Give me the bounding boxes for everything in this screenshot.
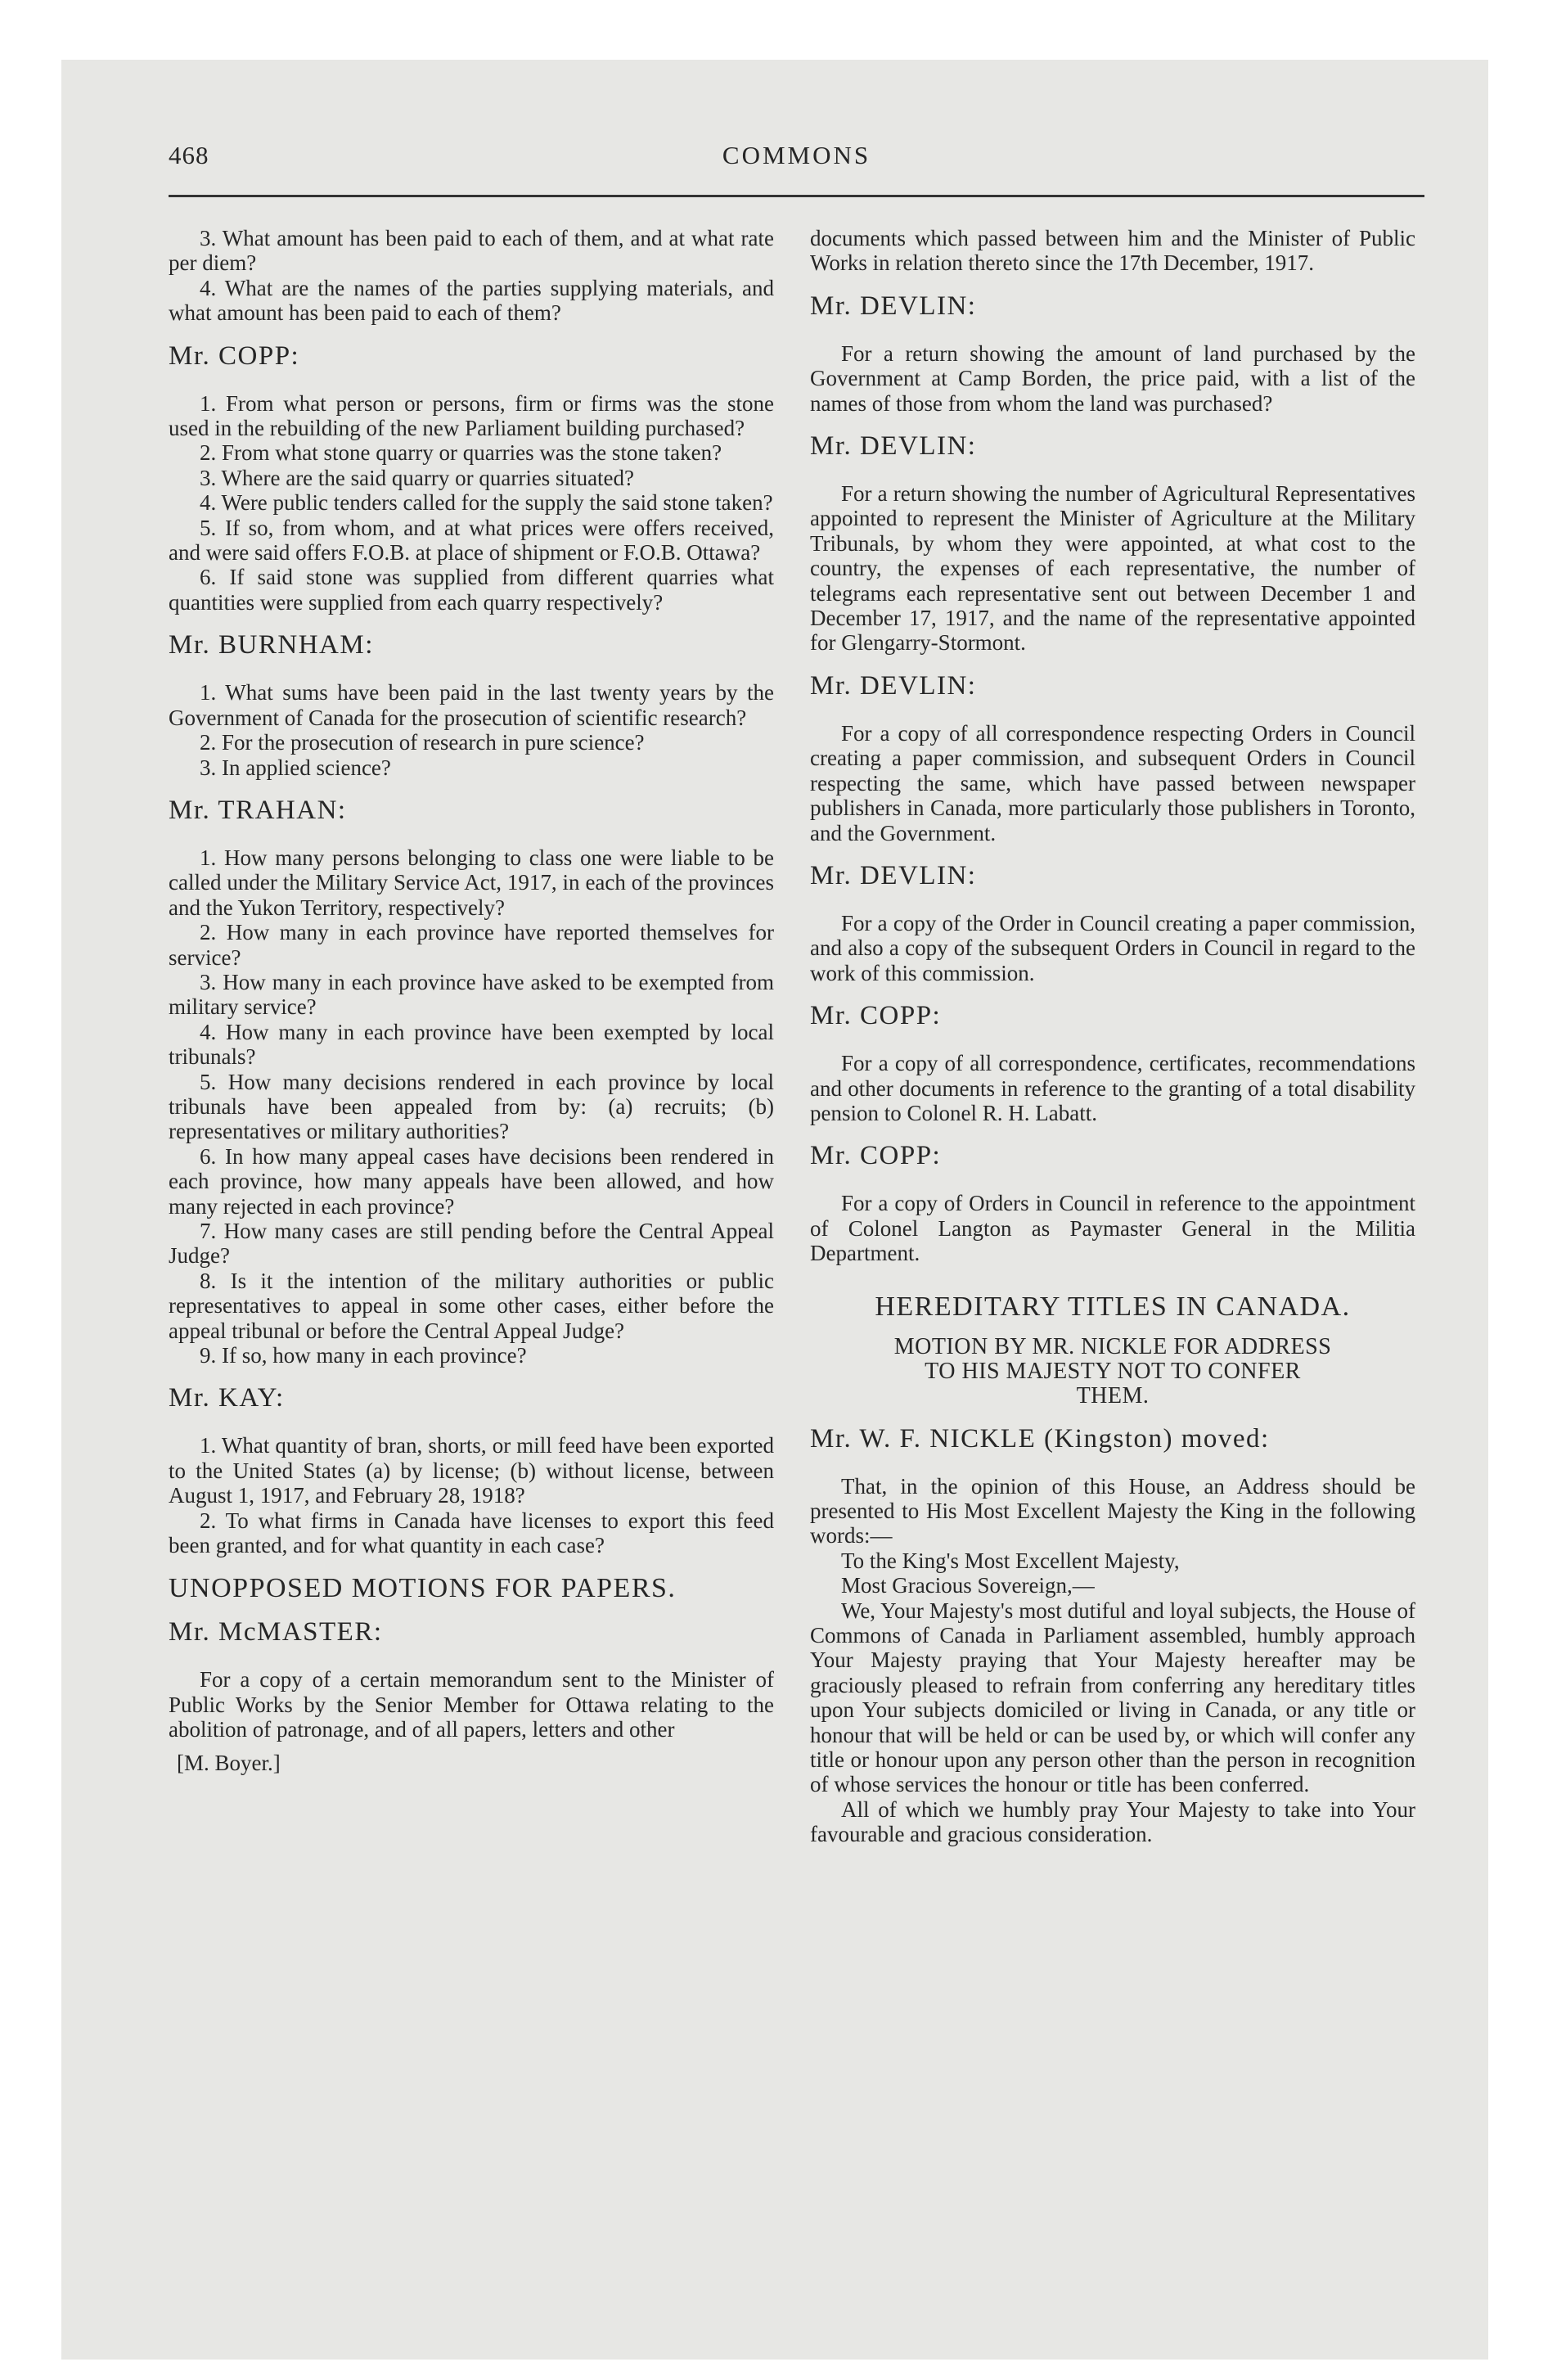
running-head bbox=[169, 141, 1424, 182]
question: 6. If said stone was supplied from different quarries what quantities were supplied from each quarry respectively? bbox=[169, 565, 774, 615]
motion-text: For a copy of the Order in Council creating a paper commission, and also a copy of the subsequent Orders in Council in regard to the work of this commission. bbox=[810, 910, 1415, 985]
speaker-name: Mr. COPP: bbox=[169, 340, 300, 371]
running-title: COMMONS bbox=[722, 141, 871, 169]
subheading-line: THEM. bbox=[1076, 1382, 1150, 1409]
question: 3. In applied science? bbox=[200, 755, 391, 780]
question: 7. How many cases are still pending before the Central Appeal Judge? bbox=[169, 1219, 774, 1269]
motion-subheading bbox=[810, 1335, 1415, 1409]
page-number: 468 bbox=[169, 141, 209, 169]
speaker-name: Mr. DEVLIN: bbox=[810, 291, 977, 321]
left-column bbox=[169, 226, 774, 1775]
question: 9. If so, how many in each province? bbox=[200, 1343, 527, 1368]
question: 4. Were public tenders called for the supply the said stone taken? bbox=[200, 490, 773, 516]
motion-text: For a copy of Orders in Council in reference to the appointment of Colonel Langton as Paymaster General in the Militia Department. bbox=[810, 1191, 1415, 1266]
section-heading-unopposed-motions: UNOPPOSED MOTIONS FOR PAPERS. bbox=[169, 1573, 677, 1604]
right-column bbox=[810, 226, 1415, 1847]
question: 3. What amount has been paid to each of them, and at what rate per diem? bbox=[169, 226, 774, 276]
question: 3. How many in each province have asked to be exempted from military service? bbox=[169, 969, 774, 1020]
speaker-name: Mr. DEVLIN: bbox=[810, 670, 977, 701]
question: 6. In how many appeal cases have decisions been rendered in each province, how many appeals have been allowed, and how many rejected in each province? bbox=[169, 1143, 774, 1219]
question: 5. How many decisions rendered in each province by local tribunals have been appealed from by: (a) recruits; (b) representatives or military authorities? bbox=[169, 1069, 774, 1144]
page-signature: [M. Boyer.] bbox=[177, 1750, 281, 1775]
question: 2. To what firms in Canada have licenses to export this feed been granted, and for what quantity in each case? bbox=[169, 1508, 774, 1558]
address-text: We, Your Majesty's most dutiful and loyal subjects, the House of Commons of Canada in Parliament assembled, humbly approach Your Majesty praying that Your Majesty hereafter may be graciously pleased to refrain from conferring any hereditary titles upon Your subjects domiciled or living in Canada, or any title or honour that will be held or can be used by, or which will confer any title or honour upon any person other than the person in recognition of whose services the honour or title has been conferred. bbox=[810, 1598, 1415, 1797]
speaker-name: Mr. DEVLIN: bbox=[810, 860, 977, 890]
motion-text: For a return showing the number of Agricultural Representatives appointed to represent the Minister of Agriculture at the Military Tribunals, by whom they were appointed, at what cost to the country, the expenses of each representative, the number of telegrams each representative sent out between December 1 and December 17, 1917, and the name of the representative appointed for Glengarry-Stormont. bbox=[810, 481, 1415, 656]
question: 8. Is it the intention of the military authorities or public representatives to appeal in some other cases, either before the appeal tribunal or before the Central Appeal Judge? bbox=[169, 1268, 774, 1343]
motion-text: For a copy of all correspondence respecting Orders in Council creating a paper commission, and subsequent Orders in Council respecting the same, which have passed between newspaper publishers in Canada, more particularly those publishers in Toronto, and the Government. bbox=[810, 720, 1415, 845]
question: 2. From what stone quarry or quarries was the stone taken? bbox=[200, 440, 722, 466]
address-text: All of which we humbly pray Your Majesty to take into Your favourable and gracious consideration. bbox=[810, 1796, 1415, 1847]
question: 1. What sums have been paid in the last twenty years by the Government of Canada for the prosecution of scientific research? bbox=[169, 680, 774, 730]
speaker-name: Mr. KAY: bbox=[169, 1383, 285, 1413]
motion-text: For a copy of a certain memorandum sent to the Minister of Public Works by the Senior Member for Ottawa relating to the abolition of patronage, and of all papers, letters and other bbox=[169, 1667, 774, 1742]
subheading-line: TO HIS MAJESTY NOT TO CONFER bbox=[925, 1358, 1301, 1384]
speaker-name: Mr. TRAHAN: bbox=[169, 795, 347, 825]
question: 4. How many in each province have been exempted by local tribunals? bbox=[169, 1019, 774, 1070]
speaker-name: Mr. BURNHAM: bbox=[169, 630, 374, 660]
subheading-line: MOTION BY MR. NICKLE FOR ADDRESS bbox=[893, 1333, 1332, 1359]
question: 4. What are the names of the parties supplying materials, and what amount has been paid to each of them? bbox=[169, 275, 774, 326]
motion-text: For a return showing the amount of land purchased by the Government at Camp Borden, the price paid, with a list of the names of those from whom the land was purchased? bbox=[810, 340, 1415, 416]
speaker-name: Mr. COPP: bbox=[810, 1141, 942, 1171]
speaker-name: Mr. W. F. NICKLE (Kingston) moved: bbox=[810, 1423, 1270, 1454]
motion-text: documents which passed between him and the Minister of Public Works in relation thereto since the 17th December, 1917. bbox=[810, 226, 1415, 276]
header-rule bbox=[169, 195, 1424, 197]
speaker-name: Mr. COPP: bbox=[810, 1001, 942, 1031]
question: 1. From what person or persons, firm or firms was the stone used in the rebuilding of the new Parliament building purchased? bbox=[169, 390, 774, 441]
question: 1. How many persons belonging to class one were liable to be called under the Military Service Act, 1917, in each of the provinces and the Yukon Territory, respectively? bbox=[169, 845, 774, 920]
question: 1. What quantity of bran, shorts, or mill feed have been exported to the United States (a) by license; (b) without license, between August 1, 1917, and February 28, 1918? bbox=[169, 1433, 774, 1508]
speaker-name: Mr. DEVLIN: bbox=[810, 431, 977, 462]
question: 2. For the prosecution of research in pure science? bbox=[200, 730, 645, 755]
section-heading-hereditary-titles: HEREDITARY TITLES IN CANADA. bbox=[875, 1291, 1351, 1322]
address-salutation: Most Gracious Sovereign,— bbox=[841, 1573, 1095, 1598]
motion-text: For a copy of all correspondence, certificates, recommendations and other documents in reference to the granting of a total disability pension to Colonel R. H. Labatt. bbox=[810, 1051, 1415, 1125]
question: 5. If so, from whom, and at what prices were offers received, and were said offers F.O.B. at place of shipment or F.O.B. Ottawa? bbox=[169, 515, 774, 566]
speaker-name: Mr. McMASTER: bbox=[169, 1617, 383, 1648]
motion-text: That, in the opinion of this House, an Address should be presented to His Most Excellent Majesty the King in the following words:— bbox=[810, 1473, 1415, 1548]
question: 2. How many in each province have reported themselves for service? bbox=[169, 920, 774, 970]
question: 3. Where are the said quarry or quarries situated? bbox=[200, 465, 635, 490]
address-salutation: To the King's Most Excellent Majesty, bbox=[841, 1548, 1180, 1573]
